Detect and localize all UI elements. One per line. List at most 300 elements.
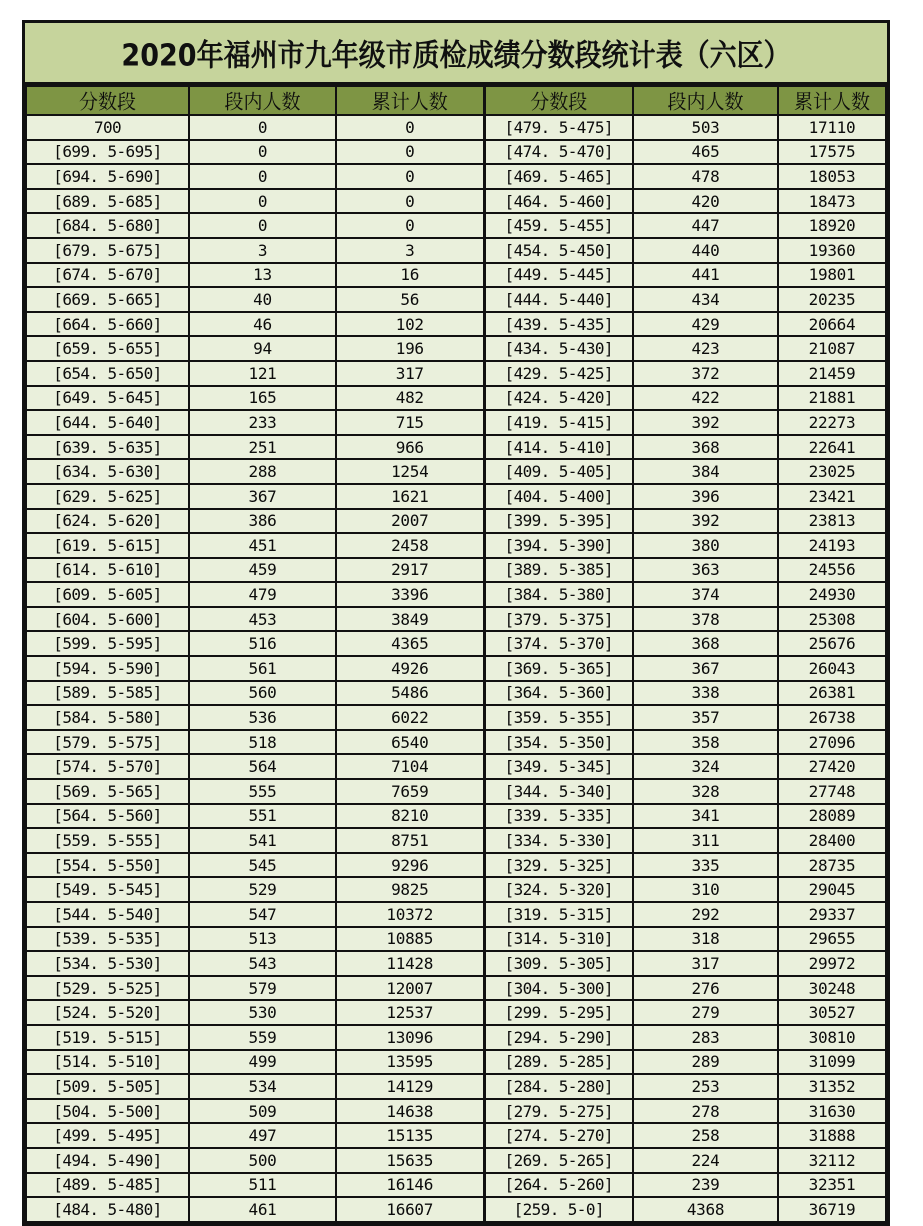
cell-cumulative-right: 21459 <box>778 361 886 386</box>
cell-band-count-left: 0 <box>189 140 336 165</box>
cell-band-count-right: 422 <box>633 386 778 411</box>
table-row <box>26 656 886 681</box>
cell-score-band-left: [539. 5-535] <box>26 927 189 952</box>
cell-band-count-right: 239 <box>633 1173 778 1198</box>
cell-band-count-left: 459 <box>189 558 336 583</box>
cell-band-count-right: 429 <box>633 312 778 337</box>
page-title: 2020年福州市九年级市质检成绩分数段统计表（六区） <box>121 38 791 74</box>
cell-cumulative-left: 1254 <box>336 459 484 484</box>
cell-band-count-right: 317 <box>633 951 778 976</box>
cell-score-band-right: [459. 5-455] <box>484 213 633 238</box>
cell-band-count-left: 3 <box>189 238 336 263</box>
cell-score-band-right: [479. 5-475] <box>484 115 633 140</box>
cell-score-band-left: [584. 5-580] <box>26 705 189 730</box>
cell-score-band-right: [384. 5-380] <box>484 582 633 607</box>
cell-cumulative-right: 23025 <box>778 459 886 484</box>
cell-cumulative-left: 0 <box>336 164 484 189</box>
cell-band-count-right: 374 <box>633 582 778 607</box>
statistics-sheet <box>22 20 890 1226</box>
sheet-title-bar <box>25 23 887 85</box>
cell-cumulative-left: 317 <box>336 361 484 386</box>
cell-score-band-right: [419. 5-415] <box>484 410 633 435</box>
cell-band-count-right: 441 <box>633 263 778 288</box>
cell-cumulative-left: 6022 <box>336 705 484 730</box>
cell-cumulative-right: 29655 <box>778 927 886 952</box>
table-row <box>26 361 886 386</box>
cell-cumulative-right: 27748 <box>778 779 886 804</box>
cell-cumulative-right: 21881 <box>778 386 886 411</box>
cell-cumulative-left: 196 <box>336 336 484 361</box>
cell-score-band-left: [554. 5-550] <box>26 853 189 878</box>
cell-score-band-left: [504. 5-500] <box>26 1099 189 1124</box>
cell-band-count-left: 251 <box>189 435 336 460</box>
cell-band-count-left: 479 <box>189 582 336 607</box>
cell-cumulative-right: 24556 <box>778 558 886 583</box>
cell-band-count-left: 534 <box>189 1074 336 1099</box>
cell-band-count-right: 478 <box>633 164 778 189</box>
cell-band-count-right: 253 <box>633 1074 778 1099</box>
cell-band-count-right: 447 <box>633 213 778 238</box>
cell-band-count-right: 335 <box>633 853 778 878</box>
cell-score-band-left: [574. 5-570] <box>26 754 189 779</box>
cell-band-count-right: 357 <box>633 705 778 730</box>
cell-band-count-left: 453 <box>189 607 336 632</box>
cell-cumulative-left: 12007 <box>336 976 484 1001</box>
column-header-band-count-right: 段内人数 <box>633 86 778 115</box>
table-row <box>26 804 886 829</box>
cell-score-band-left: [549. 5-545] <box>26 877 189 902</box>
table-row <box>26 213 886 238</box>
cell-band-count-left: 579 <box>189 976 336 1001</box>
cell-score-band-right: [284. 5-280] <box>484 1074 633 1099</box>
cell-cumulative-left: 8210 <box>336 804 484 829</box>
cell-cumulative-right: 25676 <box>778 631 886 656</box>
cell-score-band-left: [524. 5-520] <box>26 1000 189 1025</box>
cell-band-count-right: 278 <box>633 1099 778 1124</box>
cell-score-band-left: [494. 5-490] <box>26 1148 189 1173</box>
cell-band-count-left: 529 <box>189 877 336 902</box>
cell-cumulative-left: 3396 <box>336 582 484 607</box>
cell-score-band-right: [304. 5-300] <box>484 976 633 1001</box>
cell-score-band-left: [684. 5-680] <box>26 213 189 238</box>
cell-cumulative-left: 10372 <box>336 902 484 927</box>
table-row <box>26 705 886 730</box>
table-row <box>26 115 886 140</box>
cell-cumulative-left: 102 <box>336 312 484 337</box>
cell-band-count-left: 516 <box>189 631 336 656</box>
column-header-score-band-right: 分数段 <box>484 86 633 115</box>
cell-cumulative-right: 28400 <box>778 828 886 853</box>
cell-band-count-left: 288 <box>189 459 336 484</box>
cell-cumulative-left: 15135 <box>336 1123 484 1148</box>
cell-cumulative-left: 4365 <box>336 631 484 656</box>
cell-score-band-right: [269. 5-265] <box>484 1148 633 1173</box>
cell-score-band-right: [354. 5-350] <box>484 730 633 755</box>
table-row <box>26 558 886 583</box>
cell-score-band-right: [339. 5-335] <box>484 804 633 829</box>
cell-score-band-right: [464. 5-460] <box>484 189 633 214</box>
table-row <box>26 533 886 558</box>
cell-score-band-right: [474. 5-470] <box>484 140 633 165</box>
cell-score-band-left: [514. 5-510] <box>26 1050 189 1075</box>
cell-score-band-right: [364. 5-360] <box>484 681 633 706</box>
table-row <box>26 435 886 460</box>
cell-band-count-left: 386 <box>189 509 336 534</box>
column-header-band-count-left: 段内人数 <box>189 86 336 115</box>
cell-cumulative-left: 12537 <box>336 1000 484 1025</box>
cell-score-band-right: [329. 5-325] <box>484 853 633 878</box>
cell-score-band-right: [359. 5-355] <box>484 705 633 730</box>
cell-score-band-left: [664. 5-660] <box>26 312 189 337</box>
cell-cumulative-right: 26043 <box>778 656 886 681</box>
cell-score-band-right: [294. 5-290] <box>484 1025 633 1050</box>
cell-band-count-right: 318 <box>633 927 778 952</box>
cell-score-band-left: [614. 5-610] <box>26 558 189 583</box>
cell-cumulative-right: 31888 <box>778 1123 886 1148</box>
cell-cumulative-left: 0 <box>336 140 484 165</box>
cell-cumulative-right: 32112 <box>778 1148 886 1173</box>
cell-band-count-left: 518 <box>189 730 336 755</box>
cell-score-band-left: [689. 5-685] <box>26 189 189 214</box>
table-row <box>26 164 886 189</box>
cell-score-band-left: [654. 5-650] <box>26 361 189 386</box>
cell-cumulative-left: 13595 <box>336 1050 484 1075</box>
table-row <box>26 238 886 263</box>
table-row <box>26 1197 886 1222</box>
cell-cumulative-right: 19801 <box>778 263 886 288</box>
cell-score-band-right: [259. 5-0] <box>484 1197 633 1222</box>
cell-band-count-right: 367 <box>633 656 778 681</box>
cell-score-band-left: [624. 5-620] <box>26 509 189 534</box>
cell-cumulative-left: 0 <box>336 189 484 214</box>
cell-band-count-left: 121 <box>189 361 336 386</box>
cell-cumulative-right: 29972 <box>778 951 886 976</box>
cell-band-count-right: 392 <box>633 509 778 534</box>
cell-score-band-right: [469. 5-465] <box>484 164 633 189</box>
cell-band-count-left: 0 <box>189 164 336 189</box>
cell-band-count-left: 545 <box>189 853 336 878</box>
cell-cumulative-left: 5486 <box>336 681 484 706</box>
cell-cumulative-right: 28735 <box>778 853 886 878</box>
cell-score-band-left: [594. 5-590] <box>26 656 189 681</box>
cell-cumulative-right: 30810 <box>778 1025 886 1050</box>
cell-band-count-left: 451 <box>189 533 336 558</box>
cell-cumulative-left: 9296 <box>336 853 484 878</box>
cell-cumulative-left: 3849 <box>336 607 484 632</box>
cell-score-band-left: [604. 5-600] <box>26 607 189 632</box>
cell-cumulative-left: 7104 <box>336 754 484 779</box>
cell-band-count-left: 536 <box>189 705 336 730</box>
cell-cumulative-left: 0 <box>336 115 484 140</box>
cell-cumulative-left: 4926 <box>336 656 484 681</box>
cell-band-count-right: 420 <box>633 189 778 214</box>
cell-score-band-right: [449. 5-445] <box>484 263 633 288</box>
column-header-score-band-left: 分数段 <box>26 86 189 115</box>
cell-band-count-right: 372 <box>633 361 778 386</box>
cell-band-count-left: 541 <box>189 828 336 853</box>
cell-band-count-left: 509 <box>189 1099 336 1124</box>
cell-cumulative-right: 29045 <box>778 877 886 902</box>
cell-score-band-left: [674. 5-670] <box>26 263 189 288</box>
cell-score-band-right: [394. 5-390] <box>484 533 633 558</box>
cell-score-band-left: [529. 5-525] <box>26 976 189 1001</box>
cell-band-count-right: 328 <box>633 779 778 804</box>
cell-band-count-right: 324 <box>633 754 778 779</box>
score-distribution-table <box>25 85 887 1223</box>
cell-cumulative-left: 966 <box>336 435 484 460</box>
cell-score-band-left: [644. 5-640] <box>26 410 189 435</box>
cell-band-count-right: 465 <box>633 140 778 165</box>
cell-cumulative-right: 26738 <box>778 705 886 730</box>
cell-band-count-right: 4368 <box>633 1197 778 1222</box>
cell-band-count-right: 283 <box>633 1025 778 1050</box>
cell-cumulative-right: 31630 <box>778 1099 886 1124</box>
cell-band-count-right: 276 <box>633 976 778 1001</box>
cell-score-band-right: [374. 5-370] <box>484 631 633 656</box>
cell-band-count-left: 40 <box>189 287 336 312</box>
table-row <box>26 877 886 902</box>
cell-score-band-right: [444. 5-440] <box>484 287 633 312</box>
cell-cumulative-right: 17575 <box>778 140 886 165</box>
cell-band-count-right: 311 <box>633 828 778 853</box>
column-header-cumulative-right: 累计人数 <box>778 86 886 115</box>
cell-band-count-right: 279 <box>633 1000 778 1025</box>
table-row <box>26 1099 886 1124</box>
cell-cumulative-right: 30248 <box>778 976 886 1001</box>
cell-band-count-left: 555 <box>189 779 336 804</box>
cell-cumulative-right: 19360 <box>778 238 886 263</box>
cell-cumulative-left: 715 <box>336 410 484 435</box>
table-row <box>26 1148 886 1173</box>
cell-cumulative-left: 2917 <box>336 558 484 583</box>
table-row <box>26 1074 886 1099</box>
cell-band-count-right: 338 <box>633 681 778 706</box>
cell-band-count-left: 0 <box>189 189 336 214</box>
table-row <box>26 263 886 288</box>
cell-band-count-left: 499 <box>189 1050 336 1075</box>
cell-cumulative-right: 24193 <box>778 533 886 558</box>
cell-score-band-left: [569. 5-565] <box>26 779 189 804</box>
cell-score-band-right: [349. 5-345] <box>484 754 633 779</box>
cell-band-count-right: 289 <box>633 1050 778 1075</box>
table-row <box>26 509 886 534</box>
cell-band-count-left: 543 <box>189 951 336 976</box>
cell-score-band-left: [509. 5-505] <box>26 1074 189 1099</box>
cell-score-band-left: [694. 5-690] <box>26 164 189 189</box>
cell-cumulative-left: 3 <box>336 238 484 263</box>
table-row <box>26 459 886 484</box>
cell-score-band-right: [279. 5-275] <box>484 1099 633 1124</box>
table-row <box>26 140 886 165</box>
cell-band-count-right: 258 <box>633 1123 778 1148</box>
cell-score-band-left: [609. 5-605] <box>26 582 189 607</box>
cell-score-band-right: [429. 5-425] <box>484 361 633 386</box>
table-row <box>26 410 886 435</box>
cell-score-band-left: [564. 5-560] <box>26 804 189 829</box>
cell-band-count-right: 423 <box>633 336 778 361</box>
cell-score-band-left: [589. 5-585] <box>26 681 189 706</box>
cell-score-band-left: 700 <box>26 115 189 140</box>
cell-cumulative-right: 20235 <box>778 287 886 312</box>
table-row <box>26 484 886 509</box>
table-row <box>26 287 886 312</box>
cell-cumulative-left: 15635 <box>336 1148 484 1173</box>
cell-cumulative-right: 18053 <box>778 164 886 189</box>
cell-cumulative-right: 36719 <box>778 1197 886 1222</box>
cell-cumulative-left: 16607 <box>336 1197 484 1222</box>
cell-cumulative-right: 20664 <box>778 312 886 337</box>
cell-cumulative-right: 25308 <box>778 607 886 632</box>
cell-score-band-right: [439. 5-435] <box>484 312 633 337</box>
cell-score-band-right: [309. 5-305] <box>484 951 633 976</box>
table-row <box>26 607 886 632</box>
cell-score-band-right: [434. 5-430] <box>484 336 633 361</box>
cell-cumulative-right: 27096 <box>778 730 886 755</box>
cell-cumulative-left: 7659 <box>336 779 484 804</box>
table-row <box>26 951 886 976</box>
cell-cumulative-left: 8751 <box>336 828 484 853</box>
cell-band-count-left: 497 <box>189 1123 336 1148</box>
cell-score-band-right: [389. 5-385] <box>484 558 633 583</box>
cell-cumulative-right: 31352 <box>778 1074 886 1099</box>
cell-band-count-left: 367 <box>189 484 336 509</box>
cell-score-band-right: [344. 5-340] <box>484 779 633 804</box>
cell-band-count-left: 461 <box>189 1197 336 1222</box>
cell-cumulative-right: 26381 <box>778 681 886 706</box>
cell-score-band-right: [319. 5-315] <box>484 902 633 927</box>
cell-band-count-left: 46 <box>189 312 336 337</box>
cell-band-count-left: 559 <box>189 1025 336 1050</box>
table-row <box>26 754 886 779</box>
cell-band-count-right: 358 <box>633 730 778 755</box>
cell-cumulative-right: 22273 <box>778 410 886 435</box>
cell-score-band-left: [679. 5-675] <box>26 238 189 263</box>
table-row <box>26 976 886 1001</box>
table-row <box>26 853 886 878</box>
cell-score-band-left: [619. 5-615] <box>26 533 189 558</box>
table-row <box>26 779 886 804</box>
cell-band-count-left: 511 <box>189 1173 336 1198</box>
table-row <box>26 1123 886 1148</box>
cell-band-count-right: 503 <box>633 115 778 140</box>
table-row <box>26 336 886 361</box>
cell-band-count-left: 564 <box>189 754 336 779</box>
cell-band-count-right: 368 <box>633 631 778 656</box>
cell-cumulative-left: 9825 <box>336 877 484 902</box>
cell-cumulative-left: 1621 <box>336 484 484 509</box>
cell-cumulative-right: 17110 <box>778 115 886 140</box>
table-row <box>26 730 886 755</box>
table-row <box>26 189 886 214</box>
column-header-cumulative-left: 累计人数 <box>336 86 484 115</box>
cell-cumulative-left: 16 <box>336 263 484 288</box>
table-body <box>26 115 886 1222</box>
cell-band-count-left: 94 <box>189 336 336 361</box>
cell-cumulative-left: 14129 <box>336 1074 484 1099</box>
table-header-row <box>26 86 886 115</box>
cell-band-count-left: 551 <box>189 804 336 829</box>
cell-cumulative-right: 18473 <box>778 189 886 214</box>
cell-score-band-left: [649. 5-645] <box>26 386 189 411</box>
cell-cumulative-right: 31099 <box>778 1050 886 1075</box>
cell-score-band-left: [659. 5-655] <box>26 336 189 361</box>
cell-score-band-right: [379. 5-375] <box>484 607 633 632</box>
cell-score-band-left: [489. 5-485] <box>26 1173 189 1198</box>
cell-cumulative-left: 56 <box>336 287 484 312</box>
cell-cumulative-right: 21087 <box>778 336 886 361</box>
cell-score-band-right: [299. 5-295] <box>484 1000 633 1025</box>
table-row <box>26 312 886 337</box>
cell-score-band-left: [559. 5-555] <box>26 828 189 853</box>
cell-band-count-left: 500 <box>189 1148 336 1173</box>
cell-cumulative-right: 30527 <box>778 1000 886 1025</box>
cell-band-count-left: 547 <box>189 902 336 927</box>
cell-score-band-left: [579. 5-575] <box>26 730 189 755</box>
cell-score-band-right: [274. 5-270] <box>484 1123 633 1148</box>
cell-score-band-right: [334. 5-330] <box>484 828 633 853</box>
cell-band-count-right: 224 <box>633 1148 778 1173</box>
cell-cumulative-left: 0 <box>336 213 484 238</box>
cell-score-band-right: [324. 5-320] <box>484 877 633 902</box>
table-row <box>26 1000 886 1025</box>
cell-score-band-right: [399. 5-395] <box>484 509 633 534</box>
cell-band-count-left: 13 <box>189 263 336 288</box>
table-row <box>26 1173 886 1198</box>
cell-score-band-right: [314. 5-310] <box>484 927 633 952</box>
cell-band-count-right: 310 <box>633 877 778 902</box>
cell-cumulative-right: 28089 <box>778 804 886 829</box>
cell-band-count-right: 434 <box>633 287 778 312</box>
cell-cumulative-left: 2007 <box>336 509 484 534</box>
cell-score-band-right: [409. 5-405] <box>484 459 633 484</box>
cell-band-count-right: 440 <box>633 238 778 263</box>
cell-score-band-left: [639. 5-635] <box>26 435 189 460</box>
cell-band-count-right: 368 <box>633 435 778 460</box>
cell-cumulative-left: 2458 <box>336 533 484 558</box>
cell-cumulative-right: 18920 <box>778 213 886 238</box>
table-row <box>26 582 886 607</box>
cell-score-band-right: [289. 5-285] <box>484 1050 633 1075</box>
cell-score-band-right: [414. 5-410] <box>484 435 633 460</box>
cell-score-band-right: [424. 5-420] <box>484 386 633 411</box>
cell-score-band-left: [519. 5-515] <box>26 1025 189 1050</box>
cell-cumulative-left: 6540 <box>336 730 484 755</box>
cell-cumulative-right: 22641 <box>778 435 886 460</box>
cell-cumulative-left: 10885 <box>336 927 484 952</box>
cell-band-count-right: 378 <box>633 607 778 632</box>
cell-score-band-right: [404. 5-400] <box>484 484 633 509</box>
table-row <box>26 927 886 952</box>
cell-cumulative-right: 27420 <box>778 754 886 779</box>
cell-cumulative-right: 23813 <box>778 509 886 534</box>
cell-band-count-left: 530 <box>189 1000 336 1025</box>
cell-cumulative-right: 24930 <box>778 582 886 607</box>
cell-score-band-left: [544. 5-540] <box>26 902 189 927</box>
cell-cumulative-left: 16146 <box>336 1173 484 1198</box>
cell-score-band-left: [499. 5-495] <box>26 1123 189 1148</box>
cell-band-count-right: 392 <box>633 410 778 435</box>
cell-band-count-left: 560 <box>189 681 336 706</box>
table-row <box>26 681 886 706</box>
cell-score-band-left: [534. 5-530] <box>26 951 189 976</box>
cell-band-count-left: 0 <box>189 213 336 238</box>
cell-band-count-right: 341 <box>633 804 778 829</box>
cell-score-band-left: [634. 5-630] <box>26 459 189 484</box>
cell-band-count-left: 165 <box>189 386 336 411</box>
cell-score-band-right: [369. 5-365] <box>484 656 633 681</box>
cell-band-count-right: 363 <box>633 558 778 583</box>
cell-band-count-left: 233 <box>189 410 336 435</box>
